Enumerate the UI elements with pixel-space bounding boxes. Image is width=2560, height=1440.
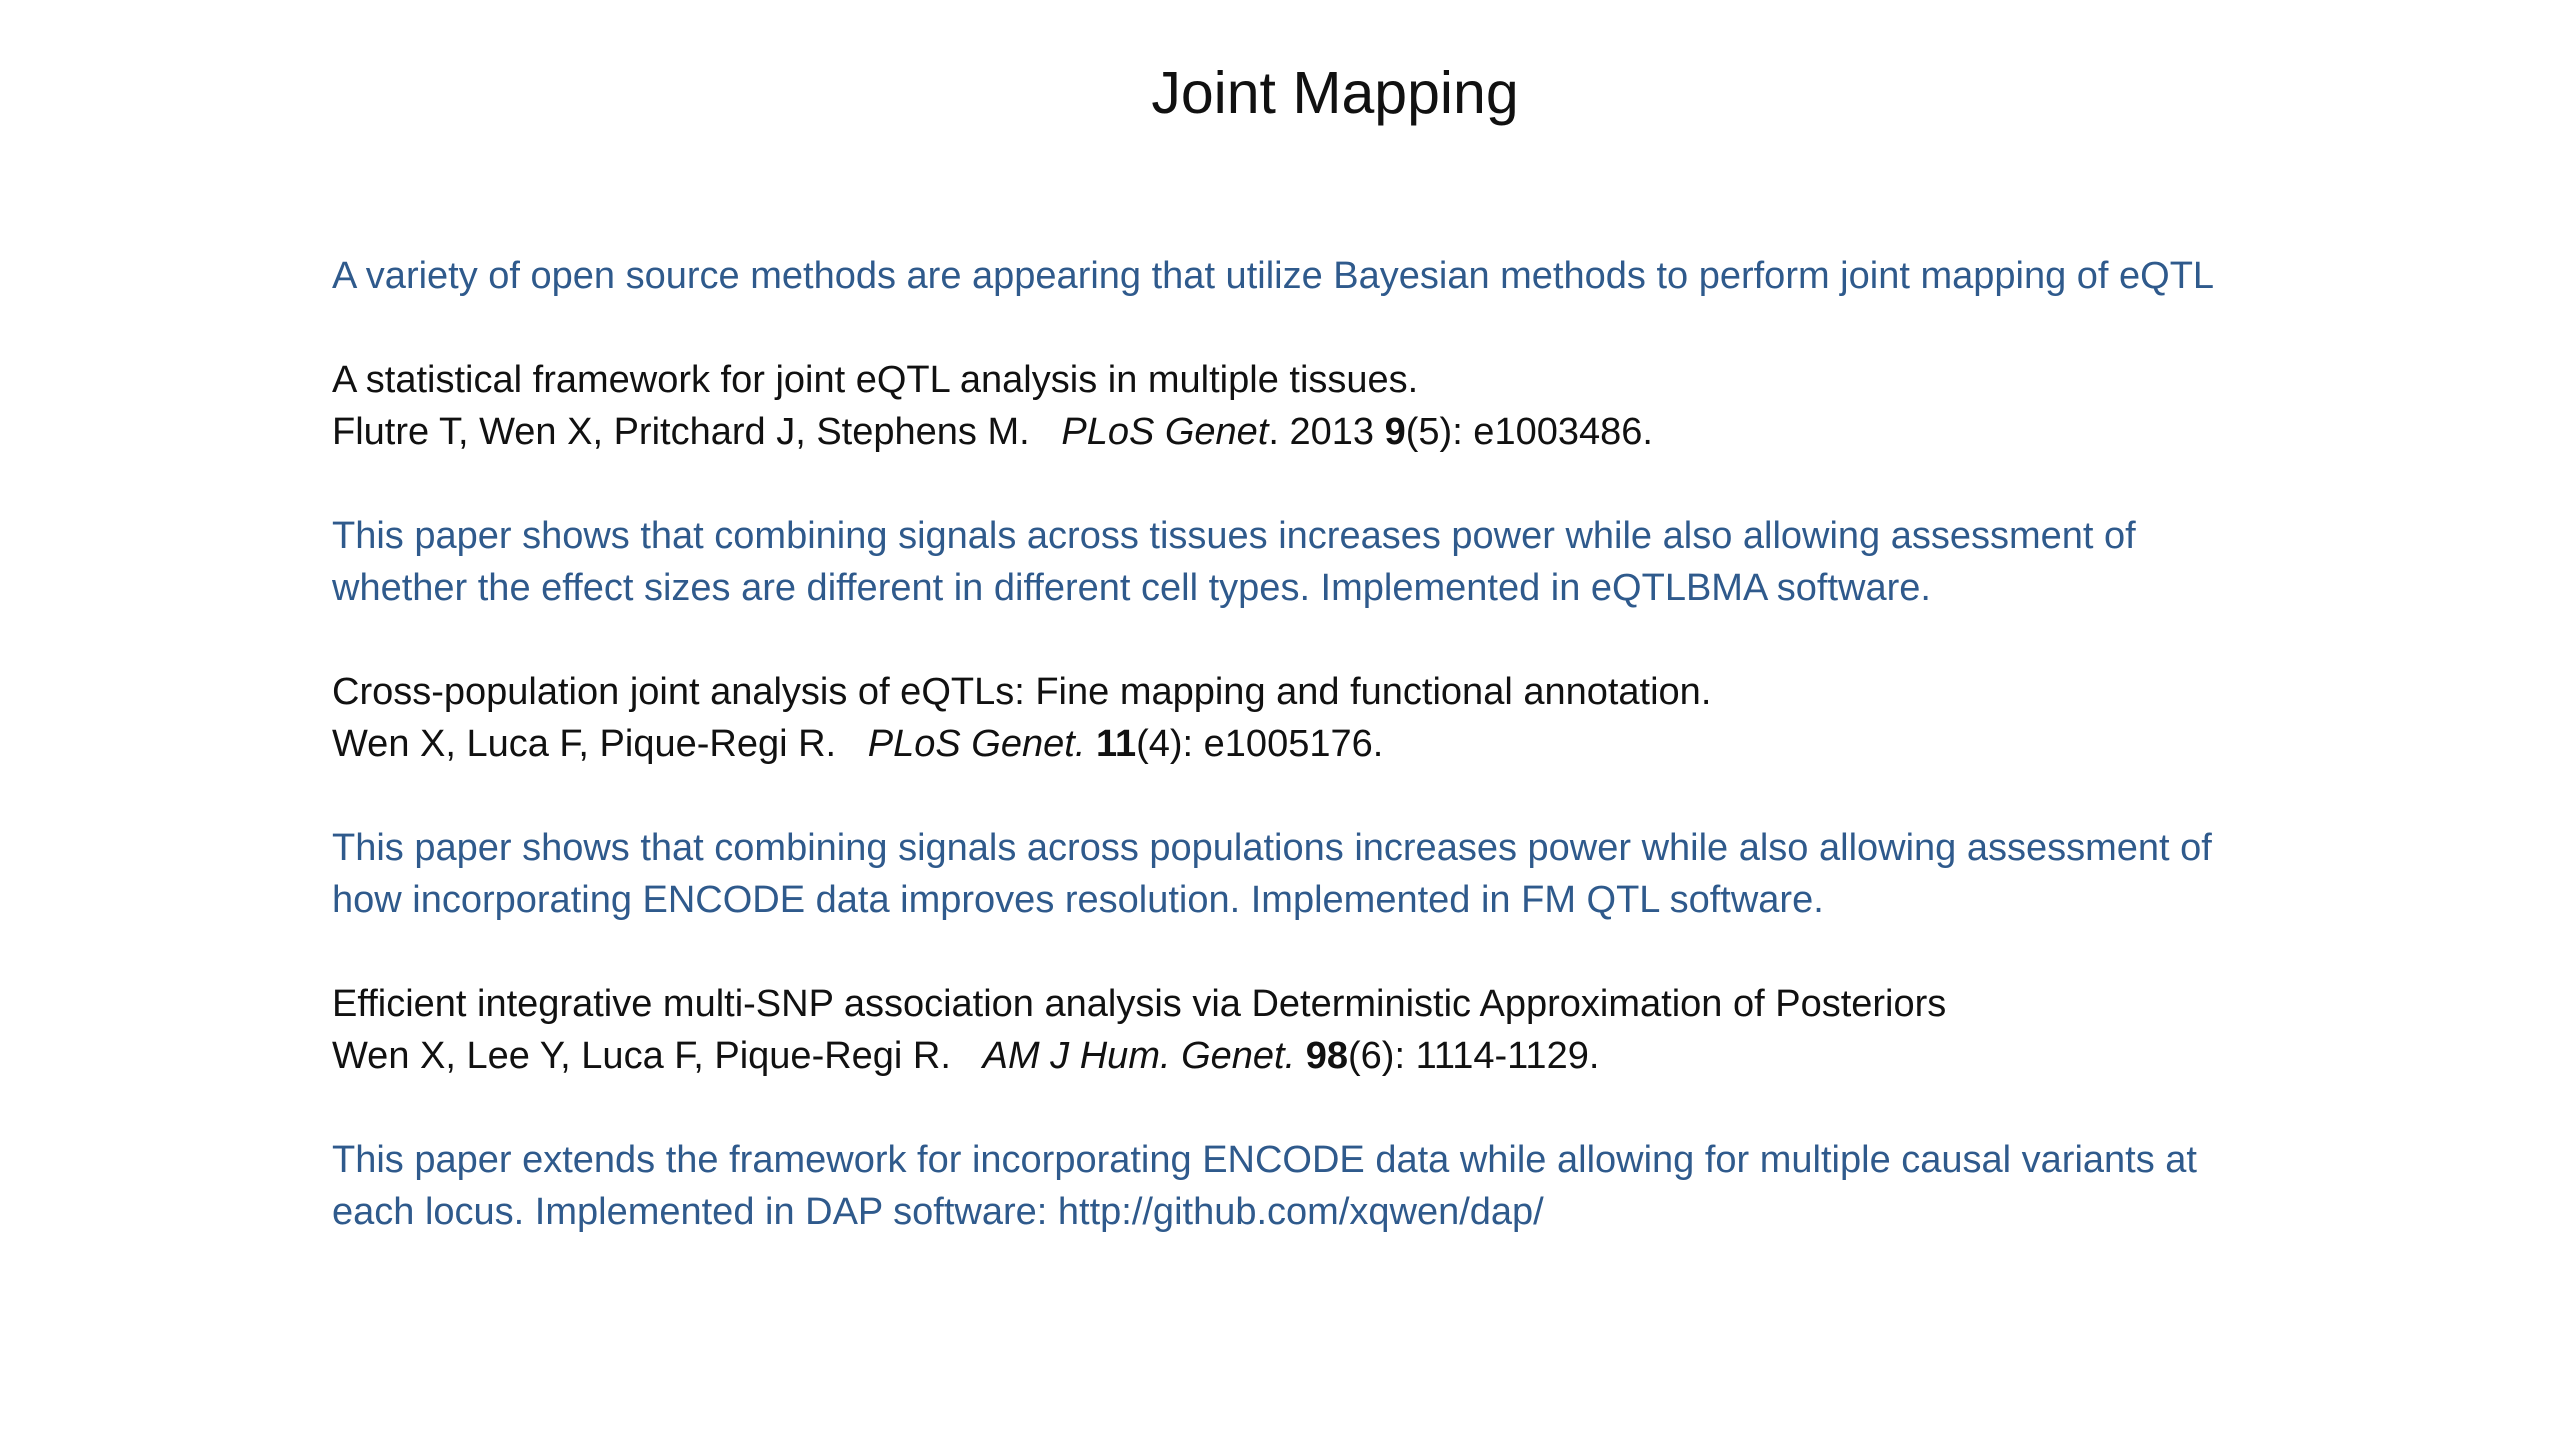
paper-3-volume: 98 — [1305, 1035, 1349, 1077]
paper-3-issue-pages: (6): 1114-1129. — [1348, 1035, 1600, 1077]
paper-2-issue-pages: (4): e1005176. — [1136, 723, 1384, 765]
paper-3-summary-line-1: This paper extends the framework for incorporating ENCODE data while allowing for multiple causal variants at — [332, 1139, 2197, 1181]
paper-1-summary-line-1: This paper shows that combining signals across tissues increases power while also allowing assessment of — [332, 515, 2136, 557]
paper-2-authors: Wen X, Luca F, Pique-Regi R. — [332, 723, 837, 765]
paper-1-issue-pages: (5): e1003486. — [1405, 411, 1653, 453]
paper-2-citation — [332, 718, 2532, 770]
paper-3-title: Efficient integrative multi-SNP association analysis via Deterministic Approximation of Posteriors — [332, 983, 1947, 1025]
paper-3-journal: AM J Hum. Genet. — [982, 1035, 1296, 1077]
paper-3-year — [1295, 1035, 1306, 1077]
paper-2-year — [1085, 723, 1096, 765]
slide-content — [332, 250, 2532, 1238]
paper-3-citation — [332, 1030, 2532, 1082]
paper-2-summary-line-1: This paper shows that combining signals across populations increases power while also allowing assessment of — [332, 827, 2212, 869]
paper-1-journal: PLoS Genet — [1061, 411, 1269, 453]
paper-2-journal: PLoS Genet. — [867, 723, 1086, 765]
paper-3-summary-line-2: each locus. Implemented in DAP software: http://github.com/xqwen/dap/ — [332, 1191, 1544, 1233]
paper-1-citation — [332, 406, 2532, 458]
paper-2-summary-line-2: how incorporating ENCODE data improves resolution. Implemented in FM QTL software. — [332, 879, 1824, 921]
paper-3-authors: Wen X, Lee Y, Luca F, Pique-Regi R. — [332, 1035, 951, 1077]
paper-2-title: Cross-population joint analysis of eQTLs: Fine mapping and functional annotation. — [332, 671, 1712, 713]
paper-2-volume: 11 — [1095, 723, 1137, 765]
slide-title: Joint Mapping — [1151, 60, 1519, 126]
paper-1-authors: Flutre T, Wen X, Pritchard J, Stephens M. — [332, 411, 1030, 453]
paper-1-summary-line-2: whether the effect sizes are different in different cell types. Implemented in eQTLBMA software. — [332, 567, 1931, 609]
paper-1-year: . 2013 — [1268, 411, 1385, 453]
intro-text: A variety of open source methods are appearing that utilize Bayesian methods to perform joint mapping of eQTL — [332, 255, 2215, 297]
paper-1-title: A statistical framework for joint eQTL analysis in multiple tissues. — [332, 359, 1419, 401]
paper-1-volume: 9 — [1384, 411, 1406, 453]
